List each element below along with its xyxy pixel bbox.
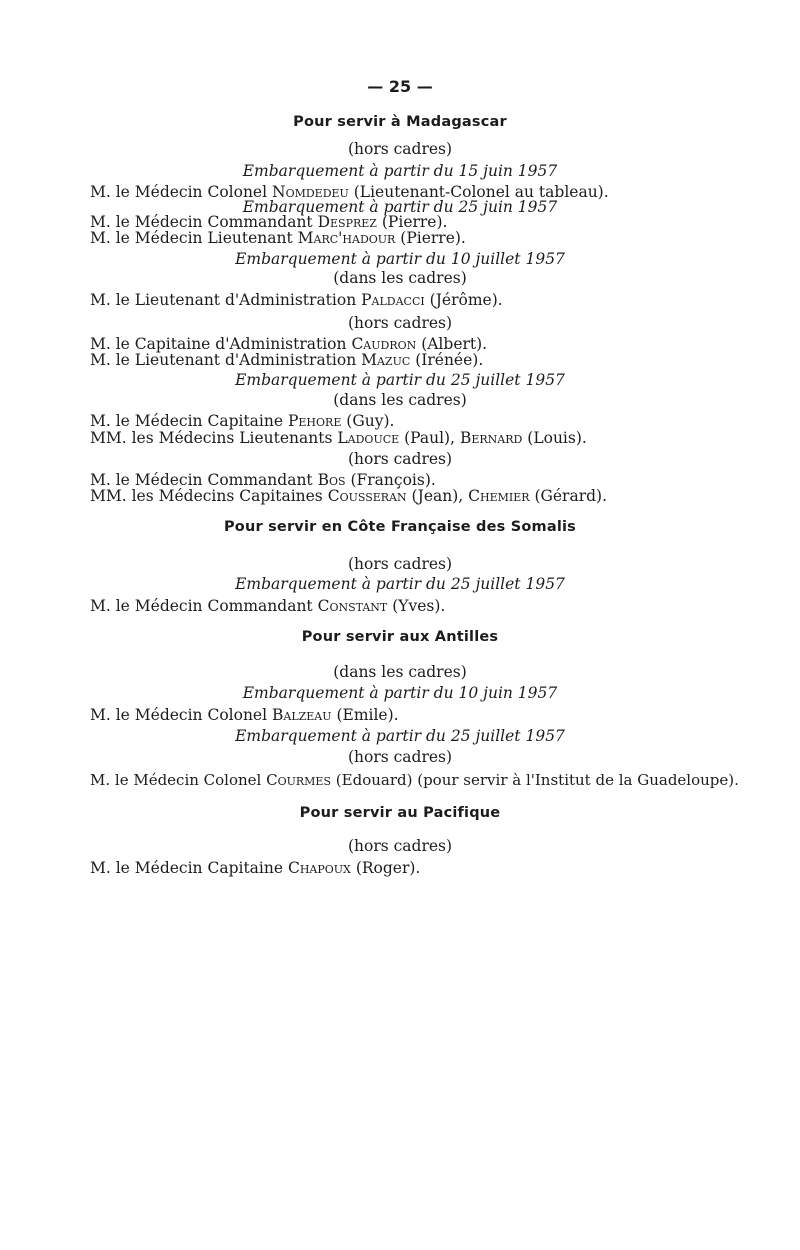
page-number: — 25 — (367, 77, 433, 96)
cadre-note: (hors cadres) (347, 837, 453, 855)
cadre-note: (dans les cadres) (333, 663, 467, 681)
officer-entry: M. le Médecin Colonel Balzeau (Emile). (90, 706, 399, 724)
officer-entry: MM. les Médecins Capitaines Cousseran (Jean), Chemier (Gérard). (90, 487, 608, 505)
section-title-somalis: Pour servir en Côte Française des Somalis (223, 519, 577, 535)
officer-entry: M. le Médecin Colonel Nomdedeu (Lieutenant-Colonel au tableau). (90, 183, 609, 201)
cadre-note: (hors cadres) (347, 555, 453, 573)
officer-entry: M. le Médecin Capitaine Pehore (Guy). (90, 412, 395, 430)
cadre-note: (hors cadres) (347, 314, 453, 332)
cadre-note: (hors cadres) (347, 748, 453, 766)
officer-entry: M. le Médecin Commandant Desprez (Pierre). (90, 213, 448, 231)
cadre-note: (dans les cadres) (333, 269, 467, 287)
embarkation-date: Embarquement à partir du 25 juin 1957 (242, 198, 558, 216)
officer-entry: MM. les Médecins Lieutenants Ladouce (Paul), Bernard (Louis). (90, 429, 587, 447)
officer-entry: M. le Médecin Capitaine Chapoux (Roger). (90, 859, 421, 877)
officer-entry: M. le Capitaine d'Administration Caudron (Albert). (90, 335, 488, 353)
section-title-antilles: Pour servir aux Antilles (301, 629, 499, 645)
section-title-madagascar: Pour servir à Madagascar (293, 114, 507, 130)
embarkation-date: Embarquement à partir du 10 juillet 1957 (235, 250, 565, 268)
officer-entry: M. le Médecin Colonel Courmes (Edouard) (pour servir à l'Institut de la Guadeloupe). (90, 771, 739, 789)
cadre-note: (dans les cadres) (333, 391, 467, 409)
embarkation-date: Embarquement à partir du 25 juillet 1957 (235, 727, 565, 745)
embarkation-date: Embarquement à partir du 25 juillet 1957 (235, 371, 565, 389)
officer-entry: M. le Lieutenant d'Administration Mazuc (Irénée). (90, 351, 484, 369)
cadre-note: (hors cadres) (347, 450, 453, 468)
officer-entry: M. le Lieutenant d'Administration Paldacci (Jérôme). (90, 291, 503, 309)
embarkation-date: Embarquement à partir du 25 juillet 1957 (235, 575, 565, 593)
embarkation-date: Embarquement à partir du 10 juin 1957 (242, 684, 558, 702)
cadre-note: (hors cadres) (347, 140, 453, 158)
section-title-pacifique: Pour servir au Pacifique (299, 805, 501, 821)
officer-entry: M. le Médecin Commandant Bos (François). (90, 471, 436, 489)
officer-entry: M. le Médecin Lieutenant Marc'hadour (Pierre). (90, 229, 466, 247)
embarkation-date: Embarquement à partir du 15 juin 1957 (242, 162, 558, 180)
officer-entry: M. le Médecin Commandant Constant (Yves). (90, 597, 446, 615)
